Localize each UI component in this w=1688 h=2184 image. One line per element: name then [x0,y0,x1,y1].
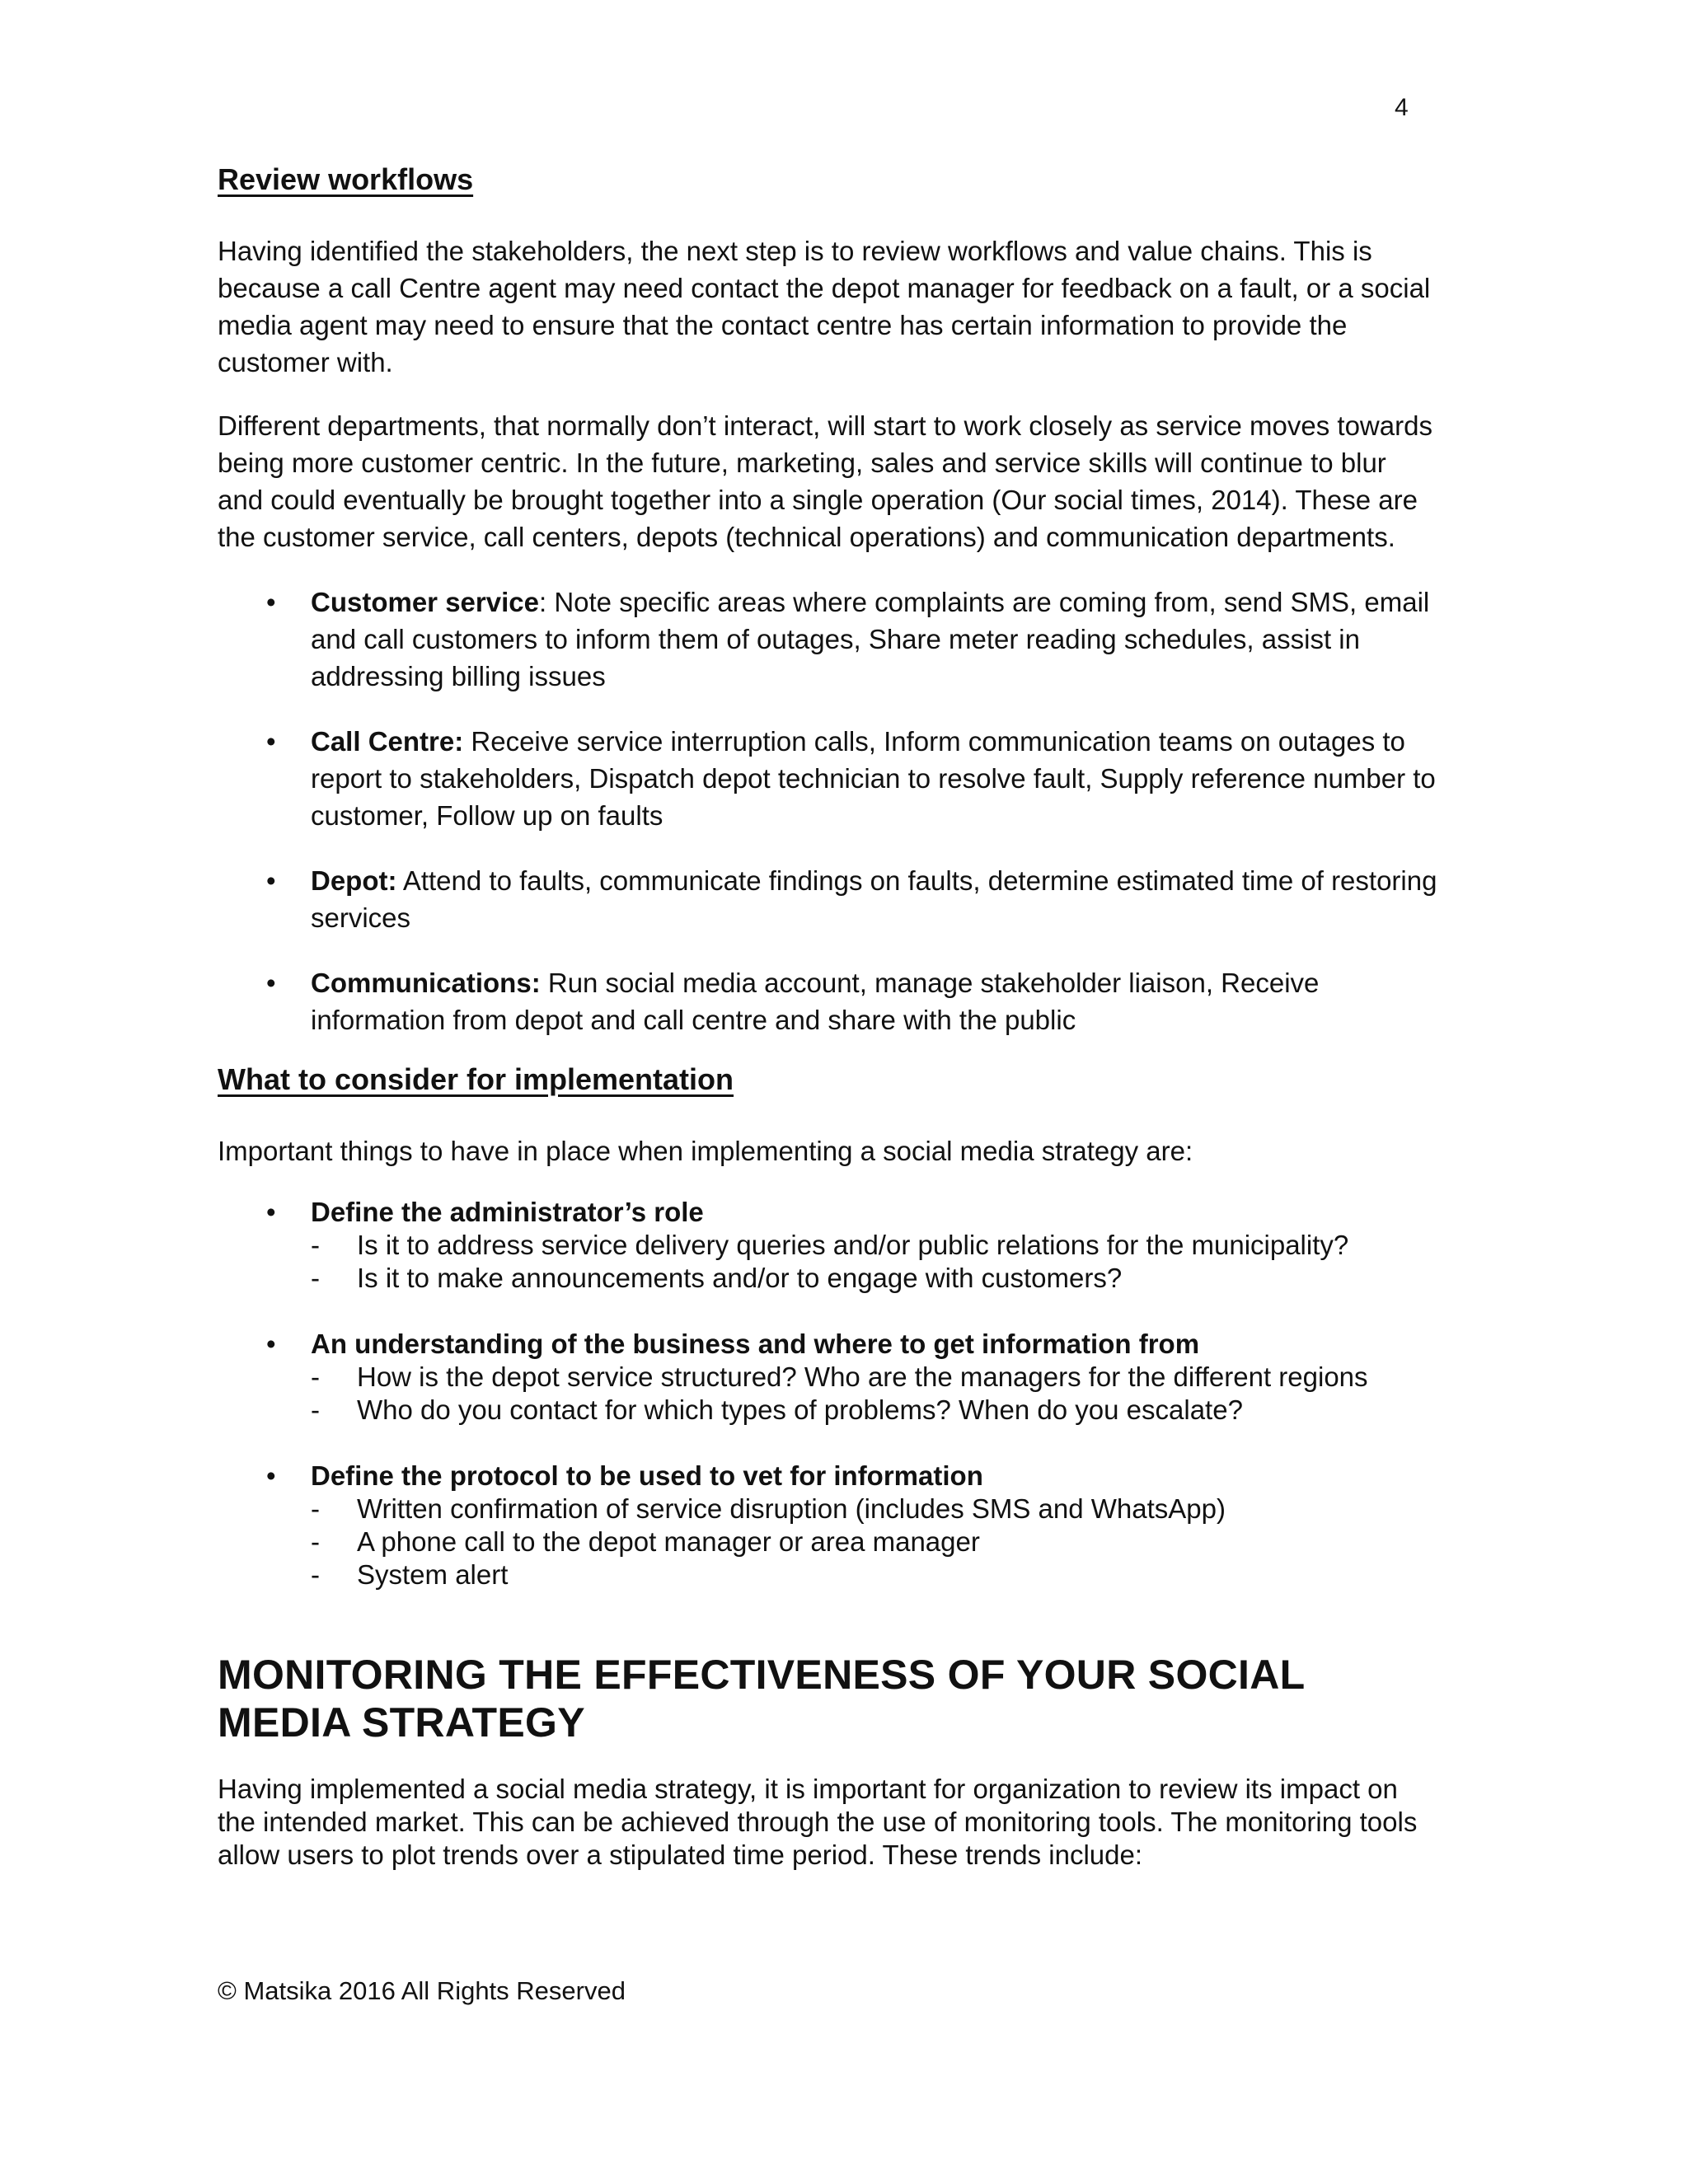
dash-icon: - [311,1559,320,1590]
item-text: Attend to faults, communicate findings on faults, determine estimated time of restoring services [311,865,1437,933]
page-content [218,158,1437,1872]
review-paragraph-1: Having identified the stakeholders, the next step is to review workflows and value chains. This is because a call Centre agent may need contact the depot manager for feedback on a fault, or a social media agent may need to ensure that the contact centre has certain information to provide the customer with. [218,236,1431,377]
sub-item [311,1558,1437,1591]
dash-icon: - [311,1361,320,1392]
bullet-icon: • [266,587,276,617]
bullet-icon: • [266,1460,276,1491]
sub-list [311,1229,1437,1295]
bullet-icon: • [266,968,276,998]
item-label: Call Centre: [311,726,464,757]
page-number: 4 [1395,94,1409,121]
monitoring-paragraph: Having implemented a social media strategy, it is important for organization to review its impact on the intended market. This can be achieved through the use of monitoring tools. The monitoring tools allow users to plot trends over a stipulated time period. These trends include: [218,1774,1418,1870]
sub-item-text: Written confirmation of service disruption (includes SMS and WhatsApp) [357,1493,1226,1524]
item-text: Receive service interruption calls, Inform communication teams on outages to report to stakeholders, Dispatch depot technician to resolve fault, Supply reference number to customer, Follow up on faults [311,726,1436,831]
implementation-intro: Important things to have in place when implementing a social media strategy are: [218,1136,1193,1166]
sub-item [311,1262,1437,1295]
sub-item-text: System alert [357,1559,509,1590]
item-separator: : [538,587,547,617]
list-item [218,862,1437,936]
sub-item [311,1361,1437,1394]
implementation-list [218,1196,1437,1591]
dash-icon: - [311,1526,320,1557]
sub-item [311,1526,1437,1558]
department-list [218,583,1437,1038]
list-item [218,1460,1437,1591]
list-item [218,723,1437,834]
item-title: An understanding of the business and where to get information from [311,1329,1200,1359]
bullet-icon: • [266,726,276,757]
item-label: Depot: [311,865,397,896]
bullet-icon: • [266,1197,276,1227]
list-item [218,1196,1437,1295]
list-item [218,964,1437,1038]
sub-item [311,1493,1437,1526]
sub-item-text: Is it to address service delivery queries and/or public relations for the municipality? [357,1230,1349,1260]
sub-item-text: How is the depot service structured? Who are the managers for the different regions [357,1361,1368,1392]
implementation-heading: What to consider for implementation [218,1062,734,1096]
monitoring-heading-line-1: MONITORING THE EFFECTIVENESS OF YOUR SOCIAL [218,1652,1306,1698]
sub-item-text: A phone call to the depot manager or area manager [357,1526,980,1557]
review-workflows-heading: Review workflows [218,162,474,196]
dash-icon: - [311,1394,320,1425]
monitoring-heading [218,1651,1437,1746]
copyright-footer: © Matsika 2016 All Rights Reserved [218,1976,626,2005]
dash-icon: - [311,1263,320,1293]
sub-item-text: Who do you contact for which types of problems? When do you escalate? [357,1394,1243,1425]
item-title: Define the protocol to be used to vet for information [311,1460,983,1491]
bullet-icon: • [266,1329,276,1359]
item-label: Customer service [311,587,539,617]
sub-item-text: Is it to make announcements and/or to engage with customers? [357,1263,1123,1293]
sub-list [311,1493,1437,1591]
list-item [218,583,1437,695]
item-title: Define the administrator’s role [311,1197,704,1227]
monitoring-heading-line-2: MEDIA STRATEGY [218,1699,585,1746]
item-label: Communications: [311,968,541,998]
item-text: Run social media account, manage stakeholder liaison, Receive information from depot and call centre and share with the public [311,968,1320,1035]
sub-list [311,1361,1437,1427]
list-item [218,1328,1437,1427]
bullet-icon: • [266,865,276,896]
dash-icon: - [311,1230,320,1260]
review-paragraph-2: Different departments, that normally don’t interact, will start to work closely as service moves towards being more customer centric. In the future, marketing, sales and service skills will continue to blur and could eventually be brought together into a single operation (Our social times, 2014). These are the customer service, call centers, depots (technical operations) and communication departments. [218,410,1432,552]
sub-item [311,1394,1437,1427]
dash-icon: - [311,1493,320,1524]
sub-item [311,1229,1437,1262]
item-text: Note specific areas where complaints are coming from, send SMS, email and call customers to inform them of outages, Share meter reading schedules, assist in addressing billing issues [311,587,1430,691]
